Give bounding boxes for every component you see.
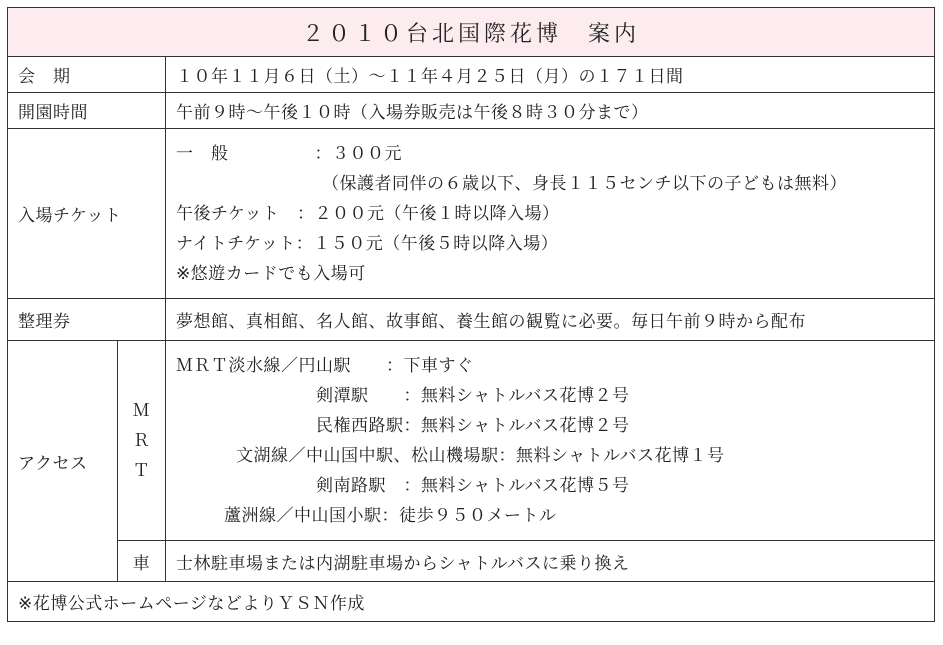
mrt-route-line: 剣潭駅 ：無料シャトルバス花博２号: [316, 385, 630, 406]
mrt-route-line: 文湖線／中山国中駅、松山機場駅：無料シャトルバス花博１号: [236, 445, 725, 466]
ticket-general-price: ：３００元: [314, 143, 402, 164]
mrt-route-line: ＭＲＴ淡水線／円山駅 ：下車すぐ: [176, 355, 474, 376]
numbered-ticket-value: 夢想館、真相館、名人館、故事館、養生館の観覧に必要。毎日午前９時から配布: [166, 299, 935, 341]
mrt-route-line: 民権西路駅：無料シャトルバス花博２号: [316, 415, 630, 436]
mrt-label-char: Ｔ: [132, 460, 151, 481]
mrt-route-line: 蘆洲線／中山国小駅：徒歩９５０メートル: [224, 505, 557, 526]
ticket-night: ナイトチケット：１５０元（午後５時以降入場）: [176, 233, 559, 254]
car-label: 車: [118, 541, 166, 582]
ticket-note: ※悠遊カードでも入場可: [176, 263, 366, 284]
period-row: [8, 57, 935, 93]
ticket-general-name: 一 般: [176, 143, 229, 164]
footer-note: ※花博公式ホームページなどよりＹＳＮ作成: [8, 582, 935, 622]
tickets-label: 入場チケット: [8, 129, 166, 299]
period-label: 会 期: [8, 57, 166, 93]
mrt-label-char: Ｒ: [132, 430, 151, 451]
period-value: １０年１１月６日（土）～１１年４月２５日（月）の１７１日間: [166, 57, 935, 93]
mrt-route-line: 剣南路駅 ：無料シャトルバス花博５号: [316, 475, 630, 496]
mrt-label: [118, 341, 166, 541]
footer-row: [8, 582, 935, 622]
hours-label: 開園時間: [8, 93, 166, 129]
expo-info-table: [7, 7, 935, 622]
car-value: 士林駐車場または内湖駐車場からシャトルバスに乗り換え: [166, 541, 935, 582]
access-car-row: [8, 541, 935, 582]
tickets-value: [166, 129, 935, 299]
hours-value: 午前９時～午後１０時（入場券販売は午後８時３０分まで）: [166, 93, 935, 129]
ticket-general: [176, 139, 924, 169]
mrt-routes: [166, 341, 935, 541]
ticket-afternoon: 午後チケット ：２００元（午後１時以降入場）: [176, 203, 560, 224]
table-title: ２０１０台北国際花博 案内: [8, 8, 935, 57]
mrt-label-char: Ｍ: [132, 400, 151, 421]
numbered-ticket-label: 整理券: [8, 299, 166, 341]
tickets-row: [8, 129, 935, 299]
numbered-ticket-row: [8, 299, 935, 341]
hours-row: [8, 93, 935, 129]
access-mrt-row: [8, 341, 935, 541]
ticket-general-note: （保護者同伴の６歳以下、身長１１５センチ以下の子どもは無料）: [322, 173, 847, 194]
access-label: アクセス: [8, 341, 118, 582]
